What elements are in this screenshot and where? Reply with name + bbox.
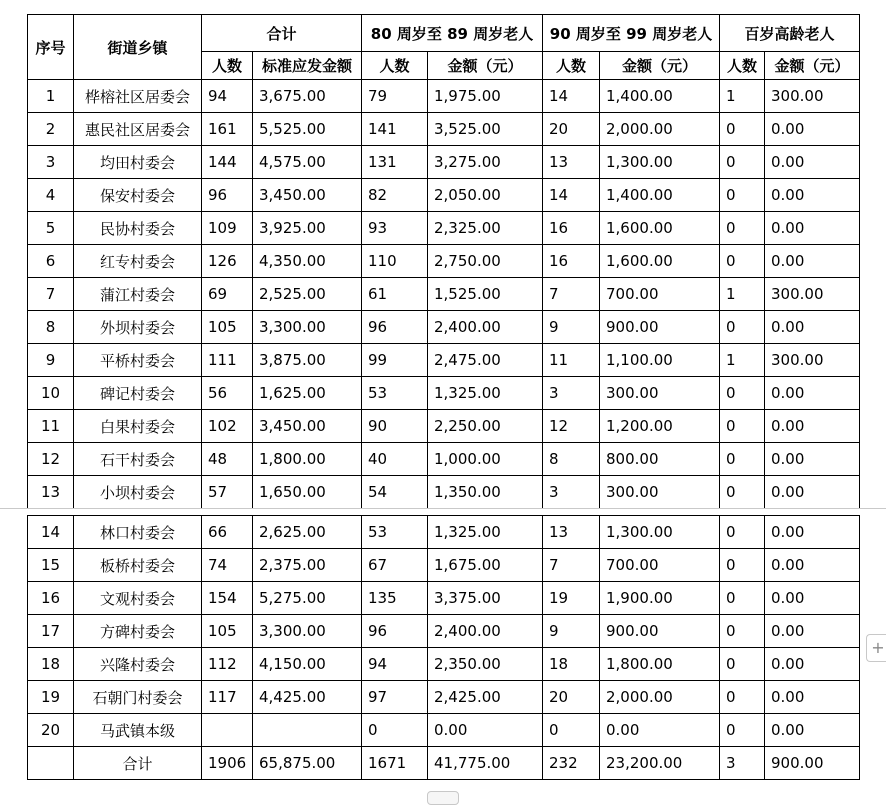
cell-80-people: 40	[362, 443, 428, 476]
cell-seq: 13	[28, 476, 74, 509]
cell-total-amount: 4,150.00	[253, 648, 362, 681]
cell-street-name: 蒲江村委会	[74, 278, 202, 311]
cell-80-people: 110	[362, 245, 428, 278]
table-row	[28, 377, 860, 410]
table-row	[28, 311, 860, 344]
cell-total-people: 105	[202, 615, 253, 648]
cell-80-people: 79	[362, 80, 428, 113]
total-cell-80-people: 1671	[362, 747, 428, 780]
cell-100-amount: 0.00	[765, 113, 860, 146]
cell-80-people: 96	[362, 311, 428, 344]
cell-street-name: 桦榕社区居委会	[74, 80, 202, 113]
cell-total-people: 56	[202, 377, 253, 410]
cell-80-people: 99	[362, 344, 428, 377]
cell-street-name: 马武镇本级	[74, 714, 202, 747]
cell-90-people: 18	[543, 648, 600, 681]
cell-90-people: 7	[543, 278, 600, 311]
cell-total-amount: 1,625.00	[253, 377, 362, 410]
cell-total-amount: 1,800.00	[253, 443, 362, 476]
cell-100-amount: 0.00	[765, 245, 860, 278]
cell-street-name: 保安村委会	[74, 179, 202, 212]
cell-80-amount: 1,000.00	[428, 443, 543, 476]
cell-100-people: 0	[720, 179, 765, 212]
cell-80-amount: 1,525.00	[428, 278, 543, 311]
total-cell-100-people: 3	[720, 747, 765, 780]
cell-total-amount: 2,625.00	[253, 516, 362, 549]
cell-street-name: 碑记村委会	[74, 377, 202, 410]
cell-seq: 12	[28, 443, 74, 476]
cell-100-amount: 0.00	[765, 212, 860, 245]
header-total-people: 人数	[202, 52, 253, 80]
cell-100-amount: 0.00	[765, 146, 860, 179]
cell-90-amount: 1,300.00	[600, 146, 720, 179]
cell-100-people: 0	[720, 311, 765, 344]
cell-80-people: 61	[362, 278, 428, 311]
cell-street-name: 外坝村委会	[74, 311, 202, 344]
cell-100-people: 1	[720, 278, 765, 311]
cell-total-people: 126	[202, 245, 253, 278]
cell-90-amount: 1,100.00	[600, 344, 720, 377]
cell-100-people: 1	[720, 80, 765, 113]
cell-80-people: 96	[362, 615, 428, 648]
cell-80-amount: 2,050.00	[428, 179, 543, 212]
cell-90-amount: 1,600.00	[600, 212, 720, 245]
cell-seq: 18	[28, 648, 74, 681]
cell-100-amount: 0.00	[765, 714, 860, 747]
cell-total-people: 105	[202, 311, 253, 344]
cell-100-amount: 0.00	[765, 377, 860, 410]
cell-80-amount: 2,400.00	[428, 311, 543, 344]
header-total: 合计	[202, 15, 362, 52]
table-row	[28, 344, 860, 377]
cell-total-amount: 2,375.00	[253, 549, 362, 582]
cell-90-amount: 1,600.00	[600, 245, 720, 278]
table-row	[28, 582, 860, 615]
cell-100-people: 0	[720, 476, 765, 509]
page-break	[0, 508, 886, 509]
total-cell-total-people: 1906	[202, 747, 253, 780]
cell-street-name: 板桥村委会	[74, 549, 202, 582]
cell-100-amount: 0.00	[765, 549, 860, 582]
cell-90-amount: 900.00	[600, 615, 720, 648]
cell-seq: 20	[28, 714, 74, 747]
header-90-amount: 金额（元）	[600, 52, 720, 80]
cell-total-amount: 3,300.00	[253, 615, 362, 648]
total-cell-street-name: 合计	[74, 747, 202, 780]
cell-80-amount: 1,350.00	[428, 476, 543, 509]
cell-80-amount: 2,425.00	[428, 681, 543, 714]
cell-total-people	[202, 714, 253, 747]
cell-total-people: 154	[202, 582, 253, 615]
cell-90-amount: 1,400.00	[600, 80, 720, 113]
header-100: 百岁高龄老人	[720, 15, 860, 52]
table-row	[28, 146, 860, 179]
total-cell-90-people: 232	[543, 747, 600, 780]
cell-100-people: 0	[720, 549, 765, 582]
cell-80-amount: 2,350.00	[428, 648, 543, 681]
cell-80-people: 53	[362, 516, 428, 549]
header-seq: 序号	[28, 15, 74, 80]
cell-total-amount: 5,275.00	[253, 582, 362, 615]
table-row	[28, 443, 860, 476]
cell-90-amount: 700.00	[600, 549, 720, 582]
cell-90-amount: 1,300.00	[600, 516, 720, 549]
cell-90-amount: 900.00	[600, 311, 720, 344]
cell-total-amount: 3,450.00	[253, 410, 362, 443]
cell-80-people: 67	[362, 549, 428, 582]
cell-90-amount: 300.00	[600, 377, 720, 410]
cell-90-amount: 1,800.00	[600, 648, 720, 681]
cell-100-amount: 0.00	[765, 410, 860, 443]
cell-90-people: 9	[543, 615, 600, 648]
cell-90-people: 8	[543, 443, 600, 476]
cell-90-people: 3	[543, 377, 600, 410]
cell-100-amount: 300.00	[765, 80, 860, 113]
cell-80-amount: 0.00	[428, 714, 543, 747]
cell-total-people: 161	[202, 113, 253, 146]
cell-street-name: 兴隆村委会	[74, 648, 202, 681]
cell-100-people: 0	[720, 648, 765, 681]
subsidy-table-page1	[27, 14, 860, 509]
cell-90-amount: 1,200.00	[600, 410, 720, 443]
cell-80-people: 54	[362, 476, 428, 509]
cell-total-people: 74	[202, 549, 253, 582]
cell-100-people: 0	[720, 615, 765, 648]
table-row	[28, 516, 860, 549]
total-cell-seq	[28, 747, 74, 780]
header-90-people: 人数	[543, 52, 600, 80]
total-cell-total-amount: 65,875.00	[253, 747, 362, 780]
cell-100-people: 0	[720, 245, 765, 278]
table-row	[28, 476, 860, 509]
cell-90-amount: 2,000.00	[600, 681, 720, 714]
header-standard-amount: 标准应发金额	[253, 52, 362, 80]
cell-100-amount: 0.00	[765, 311, 860, 344]
table-row	[28, 648, 860, 681]
table-row	[28, 113, 860, 146]
cell-street-name: 小坝村委会	[74, 476, 202, 509]
cell-seq: 15	[28, 549, 74, 582]
cell-80-amount: 1,325.00	[428, 377, 543, 410]
header-100-amount: 金额（元）	[765, 52, 860, 80]
total-row	[28, 747, 860, 780]
cell-80-amount: 2,750.00	[428, 245, 543, 278]
cell-90-people: 19	[543, 582, 600, 615]
header-90-99: 90 周岁至 99 周岁老人	[543, 15, 720, 52]
cell-seq: 14	[28, 516, 74, 549]
total-cell-80-amount: 41,775.00	[428, 747, 543, 780]
cell-80-people: 93	[362, 212, 428, 245]
cell-100-people: 0	[720, 582, 765, 615]
cell-total-people: 66	[202, 516, 253, 549]
cell-seq: 11	[28, 410, 74, 443]
cell-total-people: 69	[202, 278, 253, 311]
cell-street-name: 均田村委会	[74, 146, 202, 179]
cell-seq: 6	[28, 245, 74, 278]
cell-100-amount: 0.00	[765, 179, 860, 212]
cell-total-people: 111	[202, 344, 253, 377]
total-cell-90-amount: 23,200.00	[600, 747, 720, 780]
cell-seq: 10	[28, 377, 74, 410]
cell-90-people: 12	[543, 410, 600, 443]
cell-street-name: 文观村委会	[74, 582, 202, 615]
cell-90-amount: 1,400.00	[600, 179, 720, 212]
cell-100-people: 0	[720, 146, 765, 179]
cell-90-people: 7	[543, 549, 600, 582]
cell-street-name: 方碑村委会	[74, 615, 202, 648]
cell-80-people: 90	[362, 410, 428, 443]
cell-100-people: 0	[720, 681, 765, 714]
cell-street-name: 红专村委会	[74, 245, 202, 278]
cell-total-people: 117	[202, 681, 253, 714]
table-row	[28, 615, 860, 648]
cell-seq: 1	[28, 80, 74, 113]
cell-street-name: 石干村委会	[74, 443, 202, 476]
cell-street-name: 民协村委会	[74, 212, 202, 245]
cell-total-amount: 3,925.00	[253, 212, 362, 245]
cell-90-people: 16	[543, 245, 600, 278]
cell-90-people: 20	[543, 113, 600, 146]
cell-90-people: 0	[543, 714, 600, 747]
cell-80-amount: 3,375.00	[428, 582, 543, 615]
cell-90-people: 14	[543, 80, 600, 113]
cell-90-amount: 0.00	[600, 714, 720, 747]
header-100-people: 人数	[720, 52, 765, 80]
table-row	[28, 245, 860, 278]
cell-total-amount: 1,650.00	[253, 476, 362, 509]
cell-100-people: 0	[720, 212, 765, 245]
cell-total-amount: 4,575.00	[253, 146, 362, 179]
table-row	[28, 549, 860, 582]
table-row	[28, 714, 860, 747]
header-street: 街道乡镇	[74, 15, 202, 80]
cell-total-amount: 5,525.00	[253, 113, 362, 146]
cell-total-people: 109	[202, 212, 253, 245]
cell-80-amount: 2,250.00	[428, 410, 543, 443]
cell-80-people: 82	[362, 179, 428, 212]
table-row	[28, 179, 860, 212]
cell-90-people: 9	[543, 311, 600, 344]
cell-80-people: 135	[362, 582, 428, 615]
cell-90-people: 16	[543, 212, 600, 245]
cell-100-people: 0	[720, 377, 765, 410]
cell-seq: 8	[28, 311, 74, 344]
cell-80-amount: 1,675.00	[428, 549, 543, 582]
cell-total-people: 144	[202, 146, 253, 179]
table-row	[28, 681, 860, 714]
cell-total-people: 94	[202, 80, 253, 113]
table-row	[28, 80, 860, 113]
cell-80-amount: 2,325.00	[428, 212, 543, 245]
cell-seq: 9	[28, 344, 74, 377]
cell-90-people: 13	[543, 516, 600, 549]
cell-80-people: 141	[362, 113, 428, 146]
cell-100-people: 0	[720, 714, 765, 747]
cell-90-people: 3	[543, 476, 600, 509]
cell-100-amount: 0.00	[765, 582, 860, 615]
cell-100-amount: 0.00	[765, 681, 860, 714]
total-cell-100-amount: 900.00	[765, 747, 860, 780]
cell-street-name: 石朝门村委会	[74, 681, 202, 714]
cell-80-people: 131	[362, 146, 428, 179]
cell-80-people: 97	[362, 681, 428, 714]
cell-100-people: 0	[720, 443, 765, 476]
table-row	[28, 278, 860, 311]
cell-90-people: 14	[543, 179, 600, 212]
cell-seq: 7	[28, 278, 74, 311]
cell-100-amount: 0.00	[765, 516, 860, 549]
cell-total-people: 96	[202, 179, 253, 212]
cell-100-people: 0	[720, 516, 765, 549]
cell-total-people: 57	[202, 476, 253, 509]
cell-street-name: 惠民社区居委会	[74, 113, 202, 146]
cell-90-people: 20	[543, 681, 600, 714]
header-80-89: 80 周岁至 89 周岁老人	[362, 15, 543, 52]
header-80-amount: 金额（元）	[428, 52, 543, 80]
cell-90-amount: 300.00	[600, 476, 720, 509]
cell-100-people: 0	[720, 113, 765, 146]
cell-100-amount: 300.00	[765, 278, 860, 311]
cell-80-people: 53	[362, 377, 428, 410]
cell-total-amount: 4,425.00	[253, 681, 362, 714]
cell-90-amount: 1,900.00	[600, 582, 720, 615]
cell-100-amount: 300.00	[765, 344, 860, 377]
cell-100-amount: 0.00	[765, 443, 860, 476]
cell-seq: 4	[28, 179, 74, 212]
cell-seq: 19	[28, 681, 74, 714]
cell-80-amount: 2,400.00	[428, 615, 543, 648]
cell-total-amount: 3,450.00	[253, 179, 362, 212]
cell-100-amount: 0.00	[765, 476, 860, 509]
cell-90-amount: 2,000.00	[600, 113, 720, 146]
cell-total-amount: 4,350.00	[253, 245, 362, 278]
cell-seq: 3	[28, 146, 74, 179]
cell-100-people: 0	[720, 410, 765, 443]
cell-90-people: 11	[543, 344, 600, 377]
cell-total-amount: 3,300.00	[253, 311, 362, 344]
cell-90-amount: 800.00	[600, 443, 720, 476]
header-80-people: 人数	[362, 52, 428, 80]
cell-total-amount: 3,875.00	[253, 344, 362, 377]
cell-total-people: 112	[202, 648, 253, 681]
cell-street-name: 林口村委会	[74, 516, 202, 549]
cell-100-amount: 0.00	[765, 648, 860, 681]
cell-seq: 2	[28, 113, 74, 146]
cell-80-people: 94	[362, 648, 428, 681]
cell-80-amount: 1,975.00	[428, 80, 543, 113]
cell-total-amount	[253, 714, 362, 747]
table-row	[28, 410, 860, 443]
cell-100-people: 1	[720, 344, 765, 377]
cell-seq: 17	[28, 615, 74, 648]
cell-80-amount: 3,275.00	[428, 146, 543, 179]
cell-80-amount: 3,525.00	[428, 113, 543, 146]
cell-100-amount: 0.00	[765, 615, 860, 648]
cell-80-amount: 1,325.00	[428, 516, 543, 549]
cell-total-people: 102	[202, 410, 253, 443]
add-plus-icon[interactable]: +	[866, 634, 886, 662]
cell-street-name: 平桥村委会	[74, 344, 202, 377]
cell-street-name: 白果村委会	[74, 410, 202, 443]
subsidy-table-page2	[27, 515, 860, 780]
scroll-handle[interactable]	[427, 791, 459, 805]
cell-90-people: 13	[543, 146, 600, 179]
cell-total-amount: 3,675.00	[253, 80, 362, 113]
cell-80-amount: 2,475.00	[428, 344, 543, 377]
cell-total-people: 48	[202, 443, 253, 476]
cell-80-people: 0	[362, 714, 428, 747]
cell-total-amount: 2,525.00	[253, 278, 362, 311]
cell-seq: 5	[28, 212, 74, 245]
cell-seq: 16	[28, 582, 74, 615]
table-row	[28, 212, 860, 245]
cell-90-amount: 700.00	[600, 278, 720, 311]
